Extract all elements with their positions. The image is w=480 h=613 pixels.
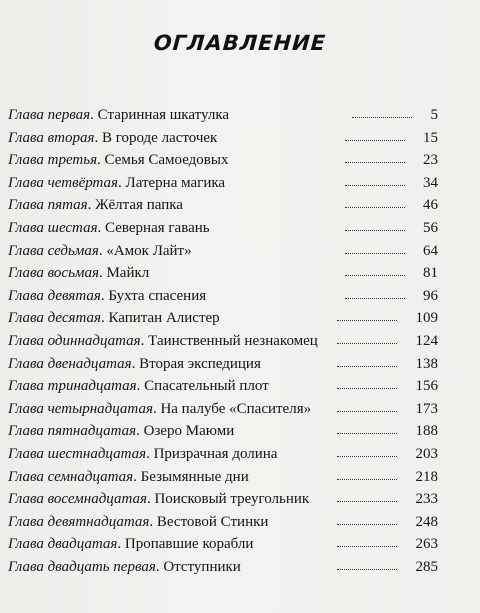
dot-leader [345, 298, 405, 299]
chapter-title: Майкл [106, 265, 150, 282]
dot-leader [337, 343, 397, 344]
chapter-label: Глава девятая [8, 287, 101, 304]
toc-entry [8, 307, 438, 330]
table-of-contents [8, 104, 438, 578]
chapter-separator: . [155, 558, 164, 575]
chapter-title: Поисковый треугольник [154, 491, 310, 508]
chapter-label: Глава седьмая [8, 242, 99, 259]
chapter-label: Глава четырнадцатая [8, 400, 153, 417]
chapter-title: Отступники [163, 558, 241, 575]
chapter-title: Бухта спасения [108, 287, 207, 304]
toc-entry [8, 511, 438, 534]
chapter-title: Латерна магика [125, 174, 226, 191]
chapter-label: Глава третья [8, 152, 98, 169]
toc-entry [8, 194, 438, 217]
dot-leader [337, 388, 397, 389]
chapter-separator: . [87, 197, 96, 214]
dot-leader [345, 140, 405, 141]
chapter-title: Таинственный незнакомец [148, 332, 318, 349]
chapter-separator: . [100, 310, 109, 327]
dot-leader [345, 275, 405, 276]
toc-entry [8, 127, 438, 150]
chapter-label: Глава восьмая [8, 265, 99, 282]
dot-leader [337, 479, 397, 480]
chapter-label: Глава шестнадцатая [8, 445, 147, 462]
dot-leader [337, 456, 397, 457]
toc-entry-text [8, 285, 206, 307]
toc-entry-text [8, 533, 253, 555]
chapter-title: Безымянные дни [140, 468, 249, 485]
chapter-label: Глава пятая [8, 197, 88, 214]
dot-leader [352, 117, 412, 118]
chapter-separator: . [97, 152, 105, 169]
page-number: 124 [415, 332, 438, 349]
chapter-separator: . [136, 423, 144, 440]
toc-entry-text [8, 240, 192, 262]
dot-leader [337, 524, 397, 525]
chapter-title: Вторая экспедиция [139, 355, 261, 372]
page-number: 218 [415, 468, 438, 485]
chapter-title: «Амок Лайт» [106, 242, 192, 259]
toc-entry-text [8, 556, 241, 578]
chapter-label: Глава тринадцатая [8, 378, 137, 395]
page-number: 15 [423, 129, 438, 146]
toc-entry-text [8, 443, 277, 465]
chapter-title: Спасательный плот [144, 378, 269, 395]
chapter-title: На палубе «Спасителя» [160, 400, 312, 417]
toc-entry [8, 217, 438, 240]
chapter-label: Глава четвёртая [8, 174, 119, 191]
chapter-label: Глава двадцать первая [8, 558, 156, 575]
dot-leader [337, 569, 397, 570]
dot-leader [337, 501, 397, 502]
page-number: 138 [415, 355, 438, 372]
chapter-title: Старинная шкатулка [97, 107, 230, 123]
toc-entry [8, 353, 438, 376]
toc-entry [8, 149, 438, 172]
page-number: 46 [423, 197, 438, 214]
toc-entry [8, 172, 438, 195]
toc-entry-text [8, 353, 261, 375]
page-number: 23 [423, 152, 438, 169]
chapter-separator: . [149, 513, 157, 530]
chapter-separator: . [131, 355, 140, 372]
toc-entry-text [8, 330, 318, 352]
page-number: 56 [423, 219, 438, 236]
chapter-label: Глава вторая [8, 129, 95, 146]
chapter-label: Глава девятнадцатая [8, 513, 150, 530]
toc-entry [8, 240, 438, 263]
dot-leader [337, 433, 397, 434]
page-number: 64 [423, 242, 438, 259]
toc-entry [8, 420, 438, 443]
toc-entry [8, 556, 438, 579]
toc-entry [8, 285, 438, 308]
chapter-label: Глава восемнадцатая [8, 491, 147, 508]
chapter-title: Капитан Алистер [108, 310, 220, 327]
page-number: 156 [415, 378, 438, 395]
chapter-separator: . [133, 468, 141, 485]
page-number: 203 [415, 445, 438, 462]
toc-entry [8, 533, 438, 556]
page-number: 233 [415, 491, 438, 508]
toc-entry-text [8, 194, 183, 216]
toc-entry-text [8, 375, 269, 397]
chapter-separator: . [118, 174, 126, 191]
toc-entry [8, 262, 438, 285]
chapter-label: Глава десятая [8, 310, 101, 327]
dot-leader [345, 230, 405, 231]
dot-leader [345, 253, 405, 254]
page-number: 248 [415, 513, 438, 530]
chapter-label: Глава одиннадцатая [8, 332, 141, 349]
toc-entry [8, 466, 438, 489]
chapter-label: Глава пятнадцатая [8, 423, 137, 440]
chapter-label: Глава семнадцатая [8, 468, 134, 485]
chapter-title: Пропавшие корабли [124, 536, 254, 553]
toc-entry-text [8, 104, 229, 126]
chapter-separator: . [90, 107, 98, 123]
toc-entry [8, 330, 438, 353]
chapter-label: Глава двадцатая [8, 536, 118, 553]
dot-leader [345, 207, 405, 208]
dot-leader [337, 546, 397, 547]
chapter-separator: . [98, 242, 107, 259]
chapter-title: Жёлтая папка [95, 197, 183, 214]
toc-entry-text [8, 262, 149, 284]
toc-entry-text [8, 127, 217, 149]
page-number: 96 [423, 287, 438, 304]
chapter-title: Семья Самоедовых [104, 152, 229, 169]
chapter-separator: . [100, 287, 109, 304]
chapter-label: Глава двенадцатая [8, 355, 132, 372]
page-number: 81 [423, 265, 438, 282]
toc-entry-text [8, 488, 309, 510]
dot-leader [337, 366, 397, 367]
chapter-separator: . [146, 445, 154, 462]
chapter-separator: . [152, 400, 161, 417]
chapter-title: Озеро Маюми [143, 423, 235, 440]
chapter-label: Глава шестая [8, 219, 98, 236]
dot-leader [337, 320, 397, 321]
dot-leader [337, 411, 397, 412]
page-number: 109 [415, 310, 438, 327]
toc-entry-text [8, 511, 268, 533]
chapter-separator: . [117, 536, 125, 553]
chapter-title: В городе ласточек [101, 129, 218, 146]
chapter-separator: . [136, 378, 145, 395]
toc-entry [8, 488, 438, 511]
page-number: 285 [415, 558, 438, 575]
chapter-title: Северная гавань [105, 219, 210, 236]
toc-entry-text [8, 149, 228, 171]
dot-leader [345, 162, 405, 163]
page-number: 188 [415, 423, 438, 440]
toc-entry-text [8, 172, 225, 194]
page-number: 34 [423, 174, 438, 191]
chapter-separator: . [140, 332, 149, 349]
chapter-separator: . [97, 219, 106, 236]
page-number: 173 [415, 400, 438, 417]
toc-entry-text [8, 307, 220, 329]
toc-entry [8, 398, 438, 421]
chapter-separator: . [146, 491, 155, 508]
toc-entry-text [8, 398, 311, 420]
toc-entry-text [8, 420, 234, 442]
page-number: 263 [415, 536, 438, 553]
page-title: ОГЛАВЛЕНИЕ [153, 31, 327, 55]
chapter-separator: . [94, 129, 102, 146]
toc-entry [8, 375, 438, 398]
dot-leader [345, 185, 405, 186]
toc-entry-text [8, 466, 249, 488]
chapter-separator: . [98, 265, 107, 282]
chapter-title: Вестовой Стинки [156, 513, 269, 530]
toc-entry [8, 104, 438, 127]
toc-entry [8, 443, 438, 466]
page-number: 5 [430, 107, 438, 123]
chapter-label: Глава первая [8, 107, 91, 123]
toc-entry-text [8, 217, 210, 239]
chapter-title: Призрачная долина [153, 445, 278, 462]
